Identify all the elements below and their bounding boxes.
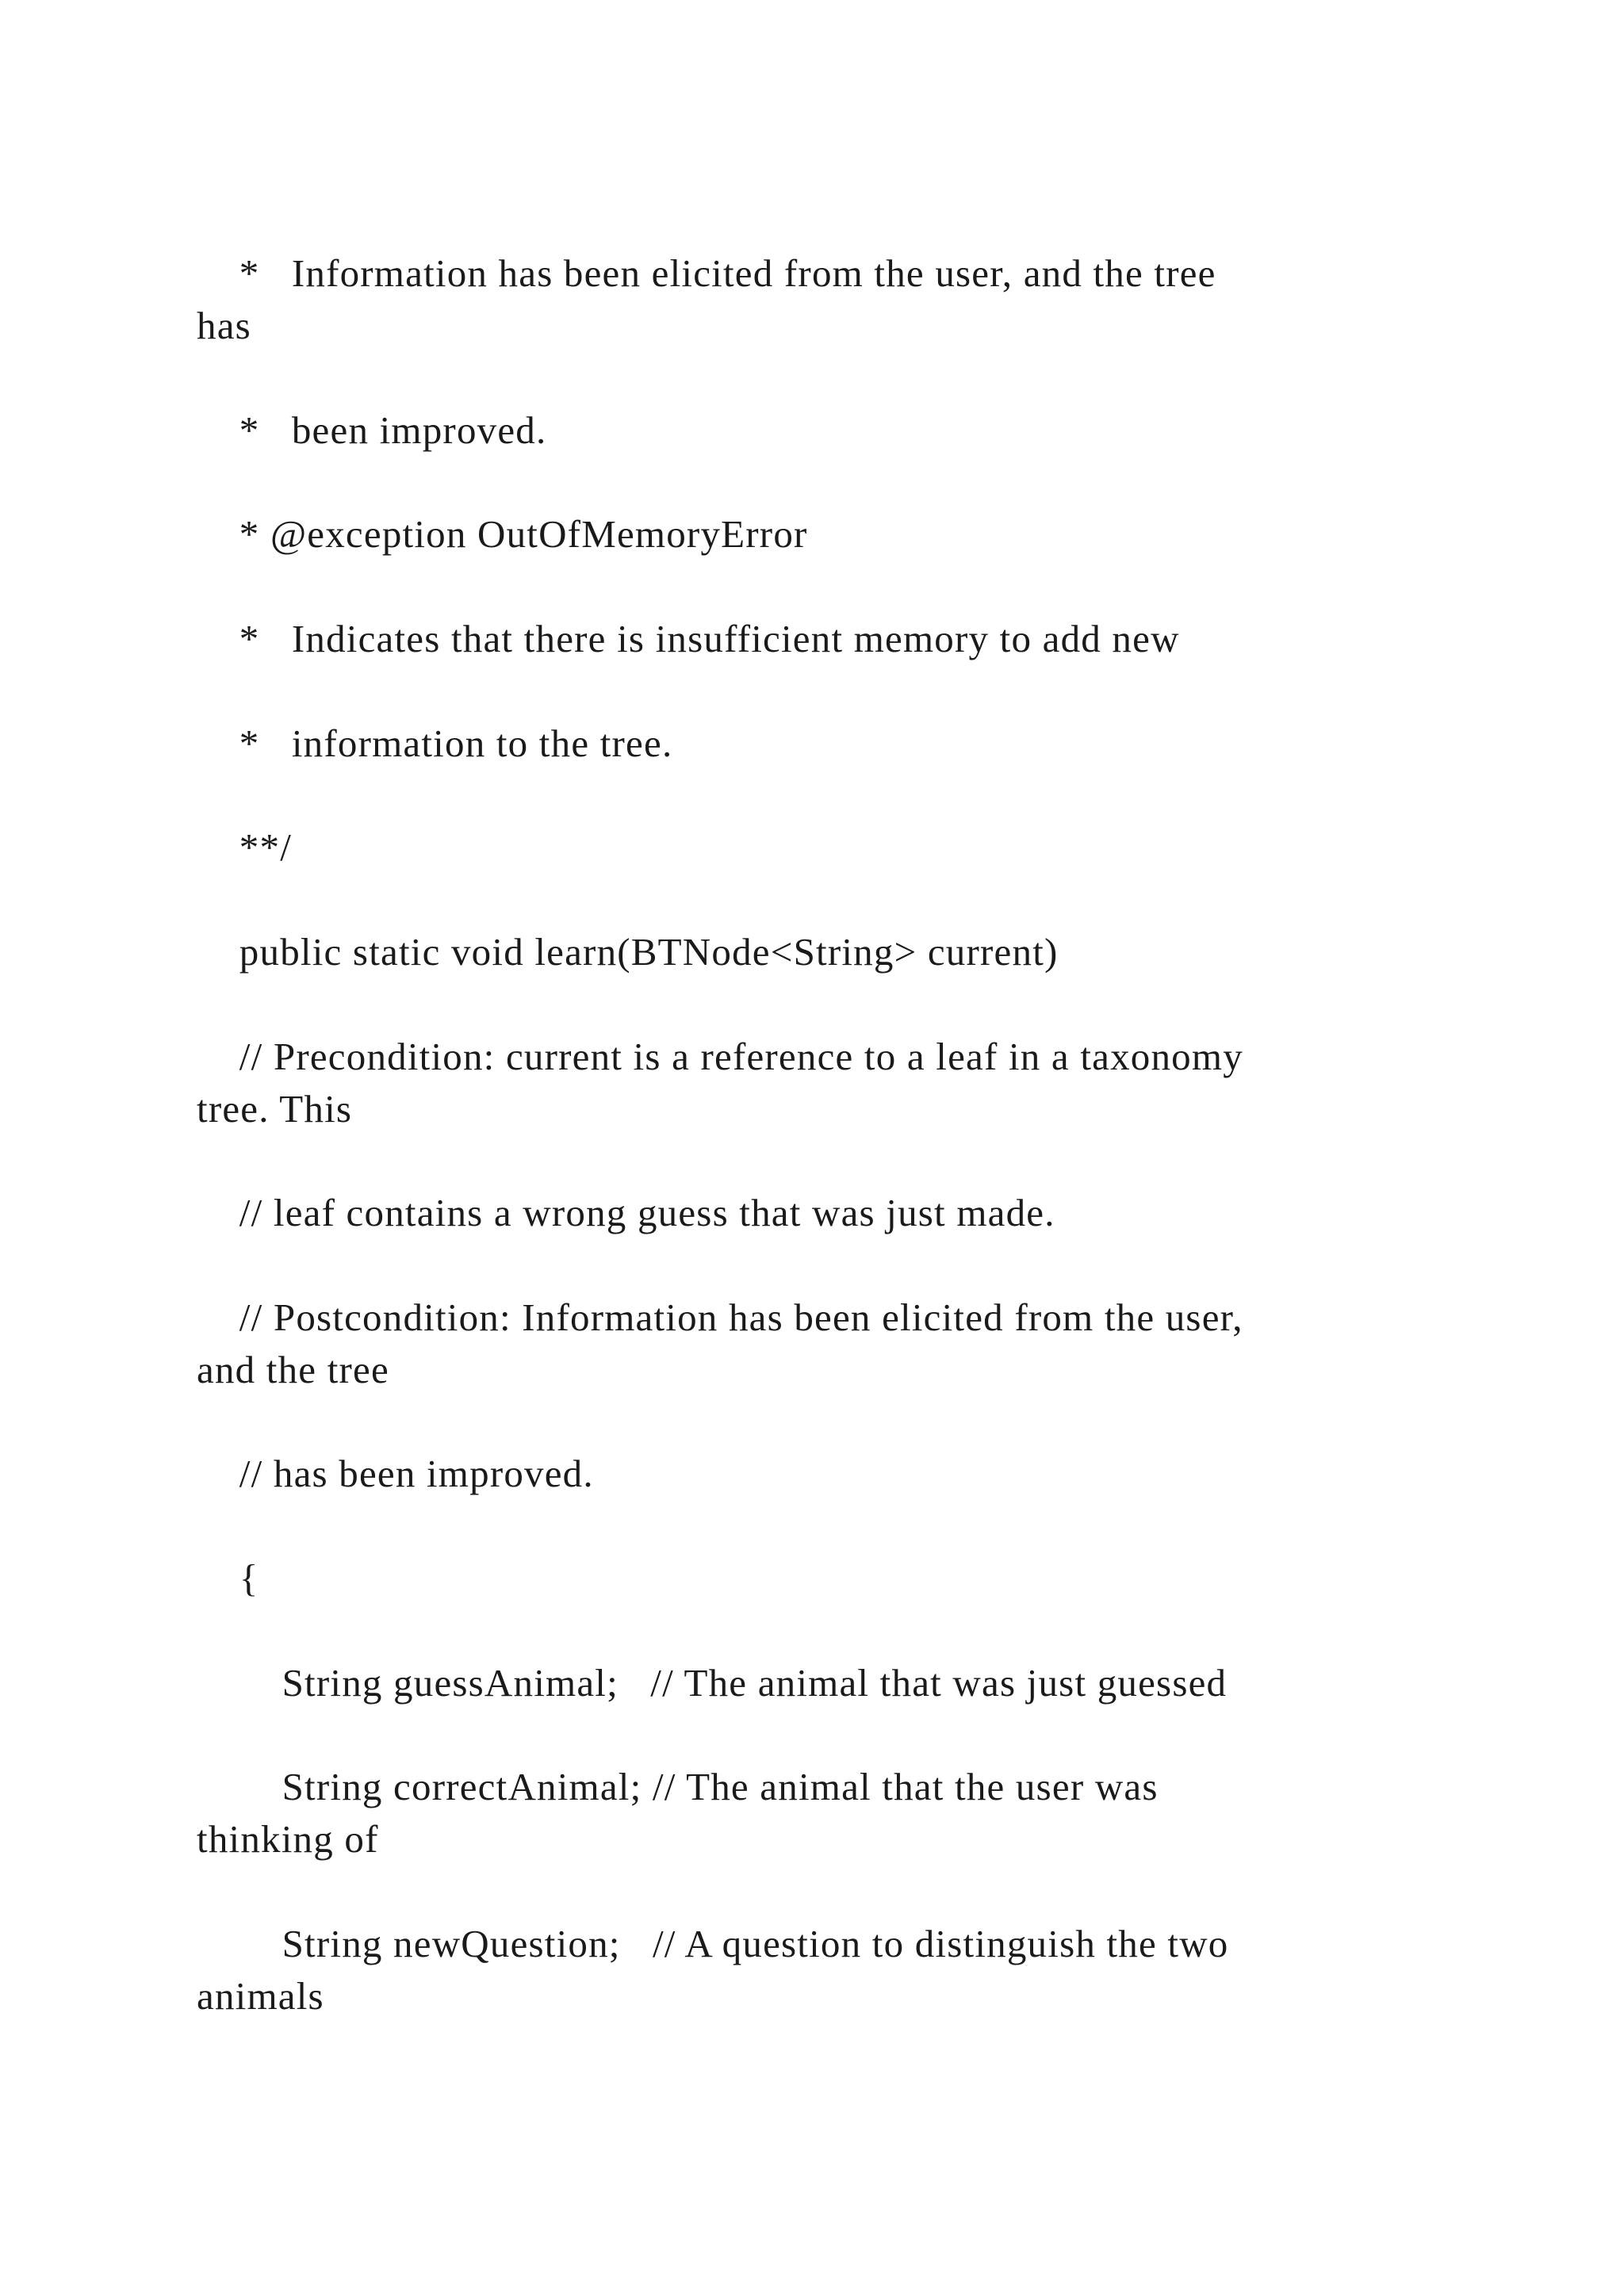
text-line: * been improved. xyxy=(197,408,547,452)
text-line: * Information has been elicited from the user, and the tree xyxy=(197,251,1216,295)
text-line: // Precondition: current is a reference to a leaf in a taxonomy xyxy=(197,1035,1243,1078)
text-line: animals xyxy=(197,1974,324,2018)
text-line: // leaf contains a wrong guess that was just made. xyxy=(197,1191,1055,1234)
text-line: // has been improved. xyxy=(197,1452,594,1495)
text-line: * information to the tree. xyxy=(197,721,673,765)
text-line: thinking of xyxy=(197,1817,379,1861)
text-line: has xyxy=(197,304,251,347)
text-line: **/ xyxy=(197,825,293,869)
text-line: * Indicates that there is insufficient memory to add new xyxy=(197,617,1180,660)
text-line: // Postcondition: Information has been elicited from the user, xyxy=(197,1295,1243,1339)
text-line: String guessAnimal; // The animal that was just guessed xyxy=(197,1661,1228,1705)
text-line: * @exception OutOfMemoryError xyxy=(197,512,808,556)
text-line: public static void learn(BTNode<String> current) xyxy=(197,930,1059,974)
text-line: String correctAnimal; // The animal that the user was xyxy=(197,1765,1159,1808)
text-line: String newQuestion; // A question to distinguish the two xyxy=(197,1922,1229,1965)
text-line: tree. This xyxy=(197,1087,353,1131)
text-line: { xyxy=(197,1556,259,1600)
text-line: and the tree xyxy=(197,1348,389,1391)
